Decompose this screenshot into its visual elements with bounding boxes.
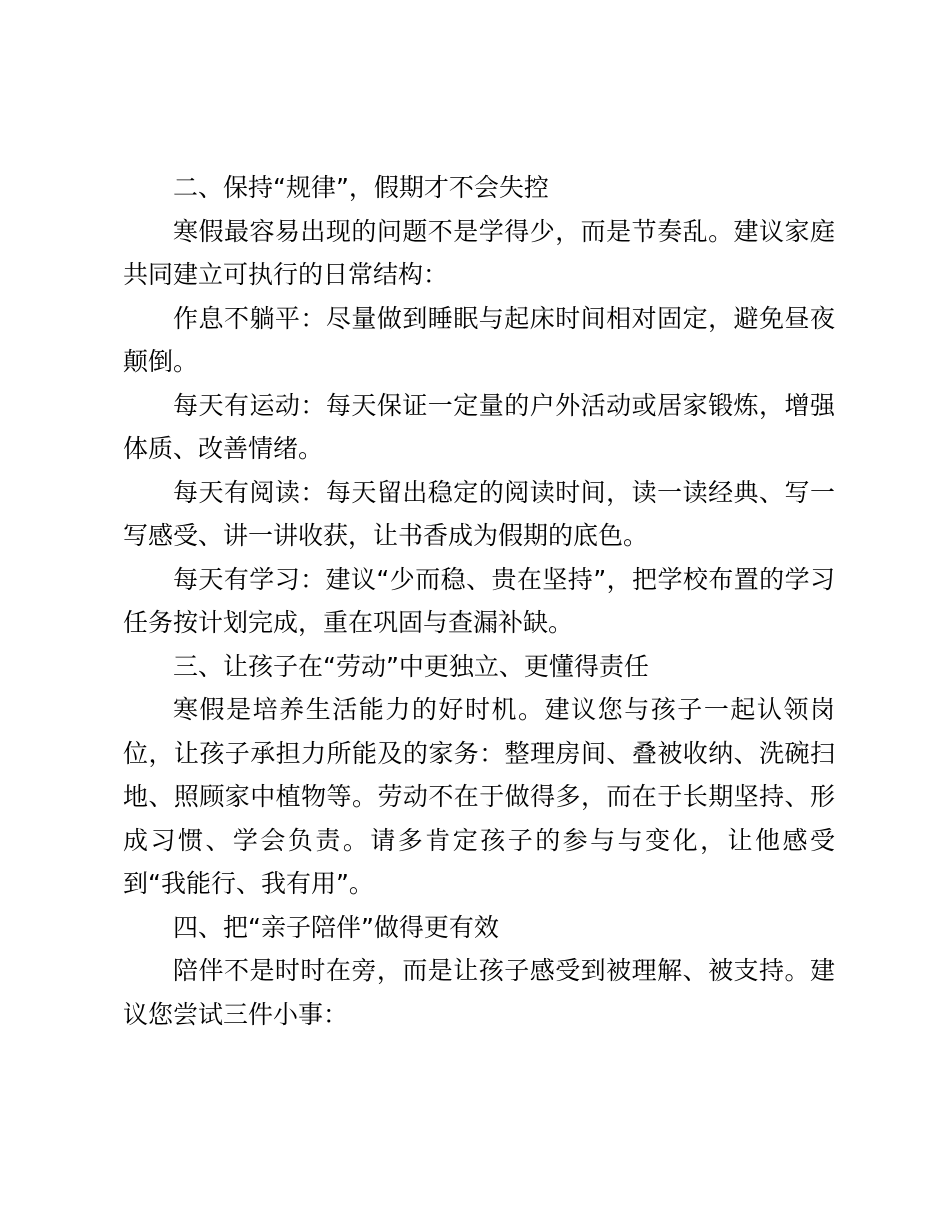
paragraph: 每天有阅读：每天留出稳定的阅读时间，读一读经典、写一写感受、讲一讲收获，让书香成为假期的底色。 xyxy=(123,477,835,550)
paragraph: 寒假最容易出现的问题不是学得少，而是节奏乱。建议家庭共同建立可执行的日常结构： xyxy=(123,216,835,289)
paragraph: 寒假是培养生活能力的好时机。建议您与孩子一起认领岗位，让孩子承担力所能及的家务：整理房间、叠被收纳、洗碗扫地、照顾家中植物等。劳动不在于做得多，而在于长期坚持、形成习惯、学会负责。请多肯定孩子的参与与变化，让他感受到“我能行、我有用”。 xyxy=(123,695,835,898)
section-heading-4: 四、把“亲子陪伴”做得更有效 xyxy=(173,912,499,942)
paragraph: 作息不躺平：尽量做到睡眠与起床时间相对固定，避免昼夜颠倒。 xyxy=(123,303,835,376)
section-heading-2: 二、保持“规律”，假期才不会失控 xyxy=(173,173,549,202)
paragraph: 陪伴不是时时在旁，而是让孩子感受到被理解、被支持。建议您尝试三件小事： xyxy=(123,956,835,1029)
paragraph: 每天有运动：每天保证一定量的户外活动或居家锻炼，增强体质、改善情绪。 xyxy=(123,390,835,463)
document-body xyxy=(123,166,835,1036)
paragraph: 每天有学习：建议“少而稳、贵在坚持”，把学校布置的学习任务按计划完成，重在巩固与查漏补缺。 xyxy=(123,564,835,637)
section-heading-3: 三、让孩子在“劳动”中更独立、更懂得责任 xyxy=(173,651,649,681)
